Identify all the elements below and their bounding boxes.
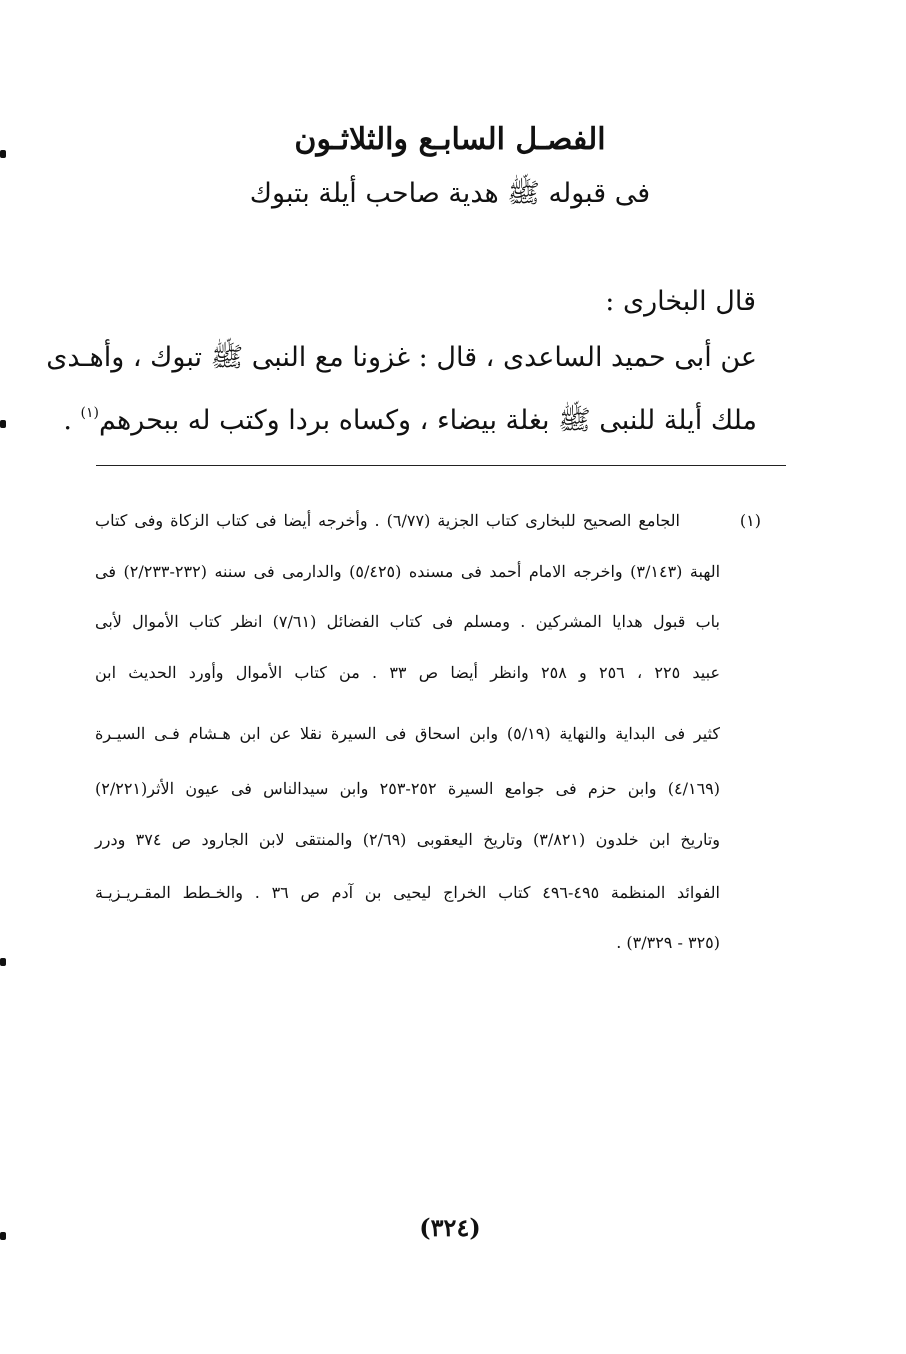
footnote-number: (١) (739, 511, 761, 530)
hadith-line-1: عن أبى حميد الساعدى ، قال : غزونا مع النبى ﷺ تبوك ، وأهـدى (46, 342, 757, 373)
chapter-title: الفصـل السابـع والثلاثـون (294, 122, 606, 157)
speaker-intro: قال البخارى : (605, 286, 756, 317)
scan-margin-mark (0, 1232, 6, 1240)
hadith-line-2 (63, 395, 757, 439)
footnote-line-8: الفوائد المنظمة ٤٩٥-٤٩٦ كتاب الخراج ليحيى بن آدم ص ٣٦ . والخـطط المقـريـزيـة (95, 883, 720, 902)
footnote-line-9: (٣٢٥ - ٣/٣٢٩) . (616, 933, 720, 952)
scan-margin-mark (0, 150, 6, 158)
footnote-line-3: باب قبول هدايا المشركين . ومسلم فى كتاب الفضائل (٧/٦١) انظر كتاب الأموال لأبى (95, 612, 720, 631)
hadith-line-2-text: ملك أيلة للنبى ﷺ بغلة بيضاء ، وكساه بردا وكتب له ببحرهم (99, 405, 757, 436)
footnote-separator (96, 465, 786, 466)
footnote-reference: (١) (80, 405, 100, 421)
footnote-line-7: وتاريخ ابن خلدون (٣/٨٢١) وتاريخ اليعقوبى (٢/٦٩) والمنتقى لابن الجارود ص ٣٧٤ ودرر (95, 830, 720, 849)
footnote-line-2: الهبة (٣/١٤٣) واخرجه الامام أحمد فى مسنده (٥/٤٢٥) والدارمى فى سننه (٢٣٢-٢/٢٣٣) فى (95, 562, 721, 581)
page-number: (٣٢٤) (419, 1213, 481, 1242)
footnote-line-6: (٤/١٦٩) وابن حزم فى جوامع السيرة ٢٥٢-٢٥٣ وابن سيدالناس فى عيون الأثر(٢/٢٢١) (95, 779, 720, 798)
scan-margin-mark (0, 420, 6, 428)
chapter-subtitle: فى قبوله ﷺ هدية صاحب أيلة بتبوك (249, 178, 651, 209)
footnote-line-4: عبيد ٢٢٥ ، ٢٥٦ و ٢٥٨ وانظر أيضا ص ٣٣ . من كتاب الأموال وأورد الحديث ابن (95, 663, 720, 682)
scan-margin-mark (0, 958, 6, 966)
hadith-line-end: . (63, 405, 81, 436)
footnote-line-1: الجامع الصحيح للبخارى كتاب الجزية (٦/٧٧) . وأخرجه أيضا فى كتاب الزكاة وفى كتاب (95, 511, 680, 530)
footnote-line-5: كثير فى البداية والنهاية (٥/١٩) وابن اسحاق فى السيرة نقلا عن ابن هـشام فـى السيـرة (95, 724, 720, 743)
